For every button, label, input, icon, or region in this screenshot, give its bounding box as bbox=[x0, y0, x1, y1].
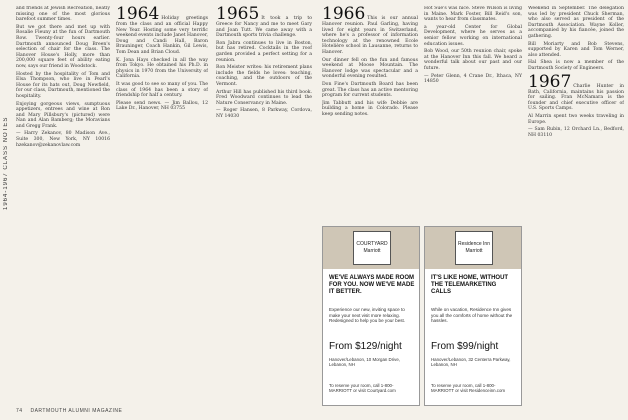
paragraph: But we got there and met up with Rosalie Fleuny at the fun of Dartmouth Row. Twenty-four hours earlier. Dartmouth announced Doug Breen's selection of chair for the class. The Hanover House's Holly, more than 200,000 square feet of ability eating now, says our friend in Woodstock. bbox=[16, 24, 110, 69]
ad-body: Experience our new, inviting space to make your next visit more relaxing. Redesigned to help you be your best. bbox=[329, 307, 406, 324]
paragraph: Arthur Hill has published his third book. Fred Woodward continues to lead the Nature Conservancy in Maine. bbox=[216, 89, 312, 106]
paragraph: Ron Meister writes: his retirement plans include the fields he loves: teaching, coaching, and the outdoors of the Vermont. bbox=[216, 65, 312, 87]
ad-price: From $99/night bbox=[431, 341, 499, 352]
paragraph: Jim Tabbutt and his wife Debbie are building a home in Colorado. Please keep sending notes. bbox=[322, 100, 418, 117]
paragraph: a year-old Center for Global Development, where he serves as a senior fellow working on international education issues. bbox=[424, 24, 522, 47]
column-3 bbox=[216, 6, 312, 406]
class-year-heading: 1965 bbox=[216, 6, 260, 24]
class-year-heading: 1964 bbox=[116, 6, 160, 24]
paragraph: Hal Shea is now a member of the Dartmouth Society of Engineers. bbox=[528, 60, 624, 71]
page-footer bbox=[16, 408, 122, 414]
paragraph: Bill Moriarty and Bob Stevens, supported by Karen and Tom Werner, also attended. bbox=[528, 41, 624, 58]
residence-inn-advertisement[interactable] bbox=[424, 226, 522, 406]
ad-location: Hanover/Lebanon, 32 Centerra Parkway, Lebanon, NH bbox=[431, 357, 511, 368]
paragraph: Weekend in September. The delegation was led by president Chuck Sherman, who also served as president of the Dartmouth Association. Wayne Koller, accompanied by his fiancée, joined the gathering. bbox=[528, 6, 624, 39]
paragraph: Hot Sue's was nice. Steve Wilson is living in Maine. Mark Foster, Bill Reid's son, wants to hear from classmates. bbox=[424, 6, 522, 23]
class-notes-vertical-label: 1964-1967 CLASS NOTES bbox=[3, 116, 9, 210]
paragraph: Bob Wood, our 50th reunion chair, spoke at the Hanover Inn this fall. We heard a wonderful talk about our past and our future. bbox=[424, 49, 522, 71]
paragraph: Charlie Hunter in Bath, California, maintains his passion for sailing. Fran McNamara is the founder and chief executive officer of U.S. Sports Camps. bbox=[528, 83, 624, 112]
paragraph: — Sam Rubin, 12 Orchard Ln., Bedford, NH 03110 bbox=[528, 127, 624, 138]
ad-body: While on vacation, Residence Inn gives you all the comforts of home without the hassles. bbox=[431, 307, 513, 324]
paragraph: It took a trip to Greece for Nancy and me to meet Gary and Joan Tutt. We came away with a Dartmouth sports trivia challenge. bbox=[216, 16, 312, 39]
ad-headline: IT'S LIKE HOME, WITHOUT THE TELEMARKETING CALLS bbox=[431, 275, 509, 295]
paragraph: Ron Jabra continues to live in Boston, but has retired. Cocktails in the roof garden provided a perfect setting for a reunion. bbox=[216, 40, 312, 63]
paragraph: — Harry Zekanov, 80 Madison Ave., Suite 300, New York, NY 10016 hzekanov@zekanovlaw.com bbox=[16, 131, 110, 148]
paragraph: It was good to see so many of you. The class of 1964 has been a story of friendship for half a century. bbox=[116, 81, 208, 99]
column-6 bbox=[528, 6, 624, 406]
column-2 bbox=[116, 6, 208, 406]
paragraph: Our dinner fell on the fun and famous weekend at Moose Mountain. The Hanover lodge was spectacular and a wonderful evening resulted. bbox=[322, 57, 418, 80]
paragraph: Enjoying gorgeous views, sumptuous appetizers, entrees and wine at Ron and Mary Pillsbury's (pictured) were Nan and Alan Bamberg; the Moravians and Gregg Frank. bbox=[16, 101, 110, 129]
paragraph: and friends at Jewish Recreation, neatly missing one of the most glorious barefoot summer times. bbox=[16, 6, 110, 23]
paragraph: Hosted by the hospitality of Tom and Elsa Thompson, who live in Pearl's House for its hats out, Doug Newfield, for our class, Dartmouth, mentioned the hospitality. bbox=[16, 71, 110, 99]
column-1 bbox=[16, 6, 110, 406]
paragraph: Don Fine's Dartmouth Board has been great. The class has an active mentoring program for current students. bbox=[322, 81, 418, 99]
class-year-heading: 1967 bbox=[528, 71, 572, 92]
paragraph: — Roger Hansen, 8 Parkway, Cordova, NY 14030 bbox=[216, 108, 312, 119]
paragraph: Al Marrin spent two weeks traveling in Europe. bbox=[528, 113, 624, 125]
ad-booking: To reserve your room, call 1-800-MARRIOTT or visit Courtyard.com bbox=[329, 383, 396, 394]
paragraph: Please send news. — Jim Ballou, 12 Lake Dr., Hanover, NH 03755 bbox=[116, 100, 208, 112]
ad-price: From $129/night bbox=[329, 341, 402, 352]
ad-booking: To reserve your room, call 1-800-MARRIOTT or visit Residenceinn.com bbox=[431, 383, 506, 394]
paragraph: This is our annual Hanover reunion. Paul Garling, having lived for eight years in Switzerland, where he's a professor of information technology at the renowned Ecole Hotelière school in Lausanne, returns to Hanover. bbox=[322, 16, 418, 55]
paragraph: K. Jona Hays checked in all the way from Tokyo. He obtained his Ph.D. in physics in 1970 from the University of California. bbox=[116, 57, 208, 80]
class-year-heading: 1966 bbox=[322, 6, 366, 24]
courtyard-logo: COURTYARD Marriott bbox=[353, 231, 391, 265]
column-4 bbox=[322, 6, 418, 224]
page-number: 74 bbox=[16, 408, 23, 414]
ad-location: Hanover/Lebanon, 10 Morgan Drive, Lebanon, NH bbox=[329, 357, 401, 368]
paragraph: Holiday greetings from the class and an official Happy New Year. Hosting some very terrific weekend events include Janet Hanover, Doug and Candi Hall, Baron Brauninger, Coach Hankin, Gil Lewis, Tom Dean and Brian Cloud. bbox=[116, 16, 208, 55]
publication-name: DARTMOUTH ALUMNI MAGAZINE bbox=[30, 408, 123, 414]
column-5 bbox=[424, 6, 522, 224]
paragraph: — Peter Glenn, 4 Crane Dr., Ithaca, NY 14850 bbox=[424, 73, 522, 85]
courtyard-advertisement[interactable] bbox=[322, 226, 420, 406]
residence-inn-logo: Residence Inn Marriott bbox=[455, 231, 493, 265]
ad-headline: WE'VE ALWAYS MADE ROOM FOR YOU. NOW WE'VE MADE IT BETTER. bbox=[329, 275, 415, 295]
